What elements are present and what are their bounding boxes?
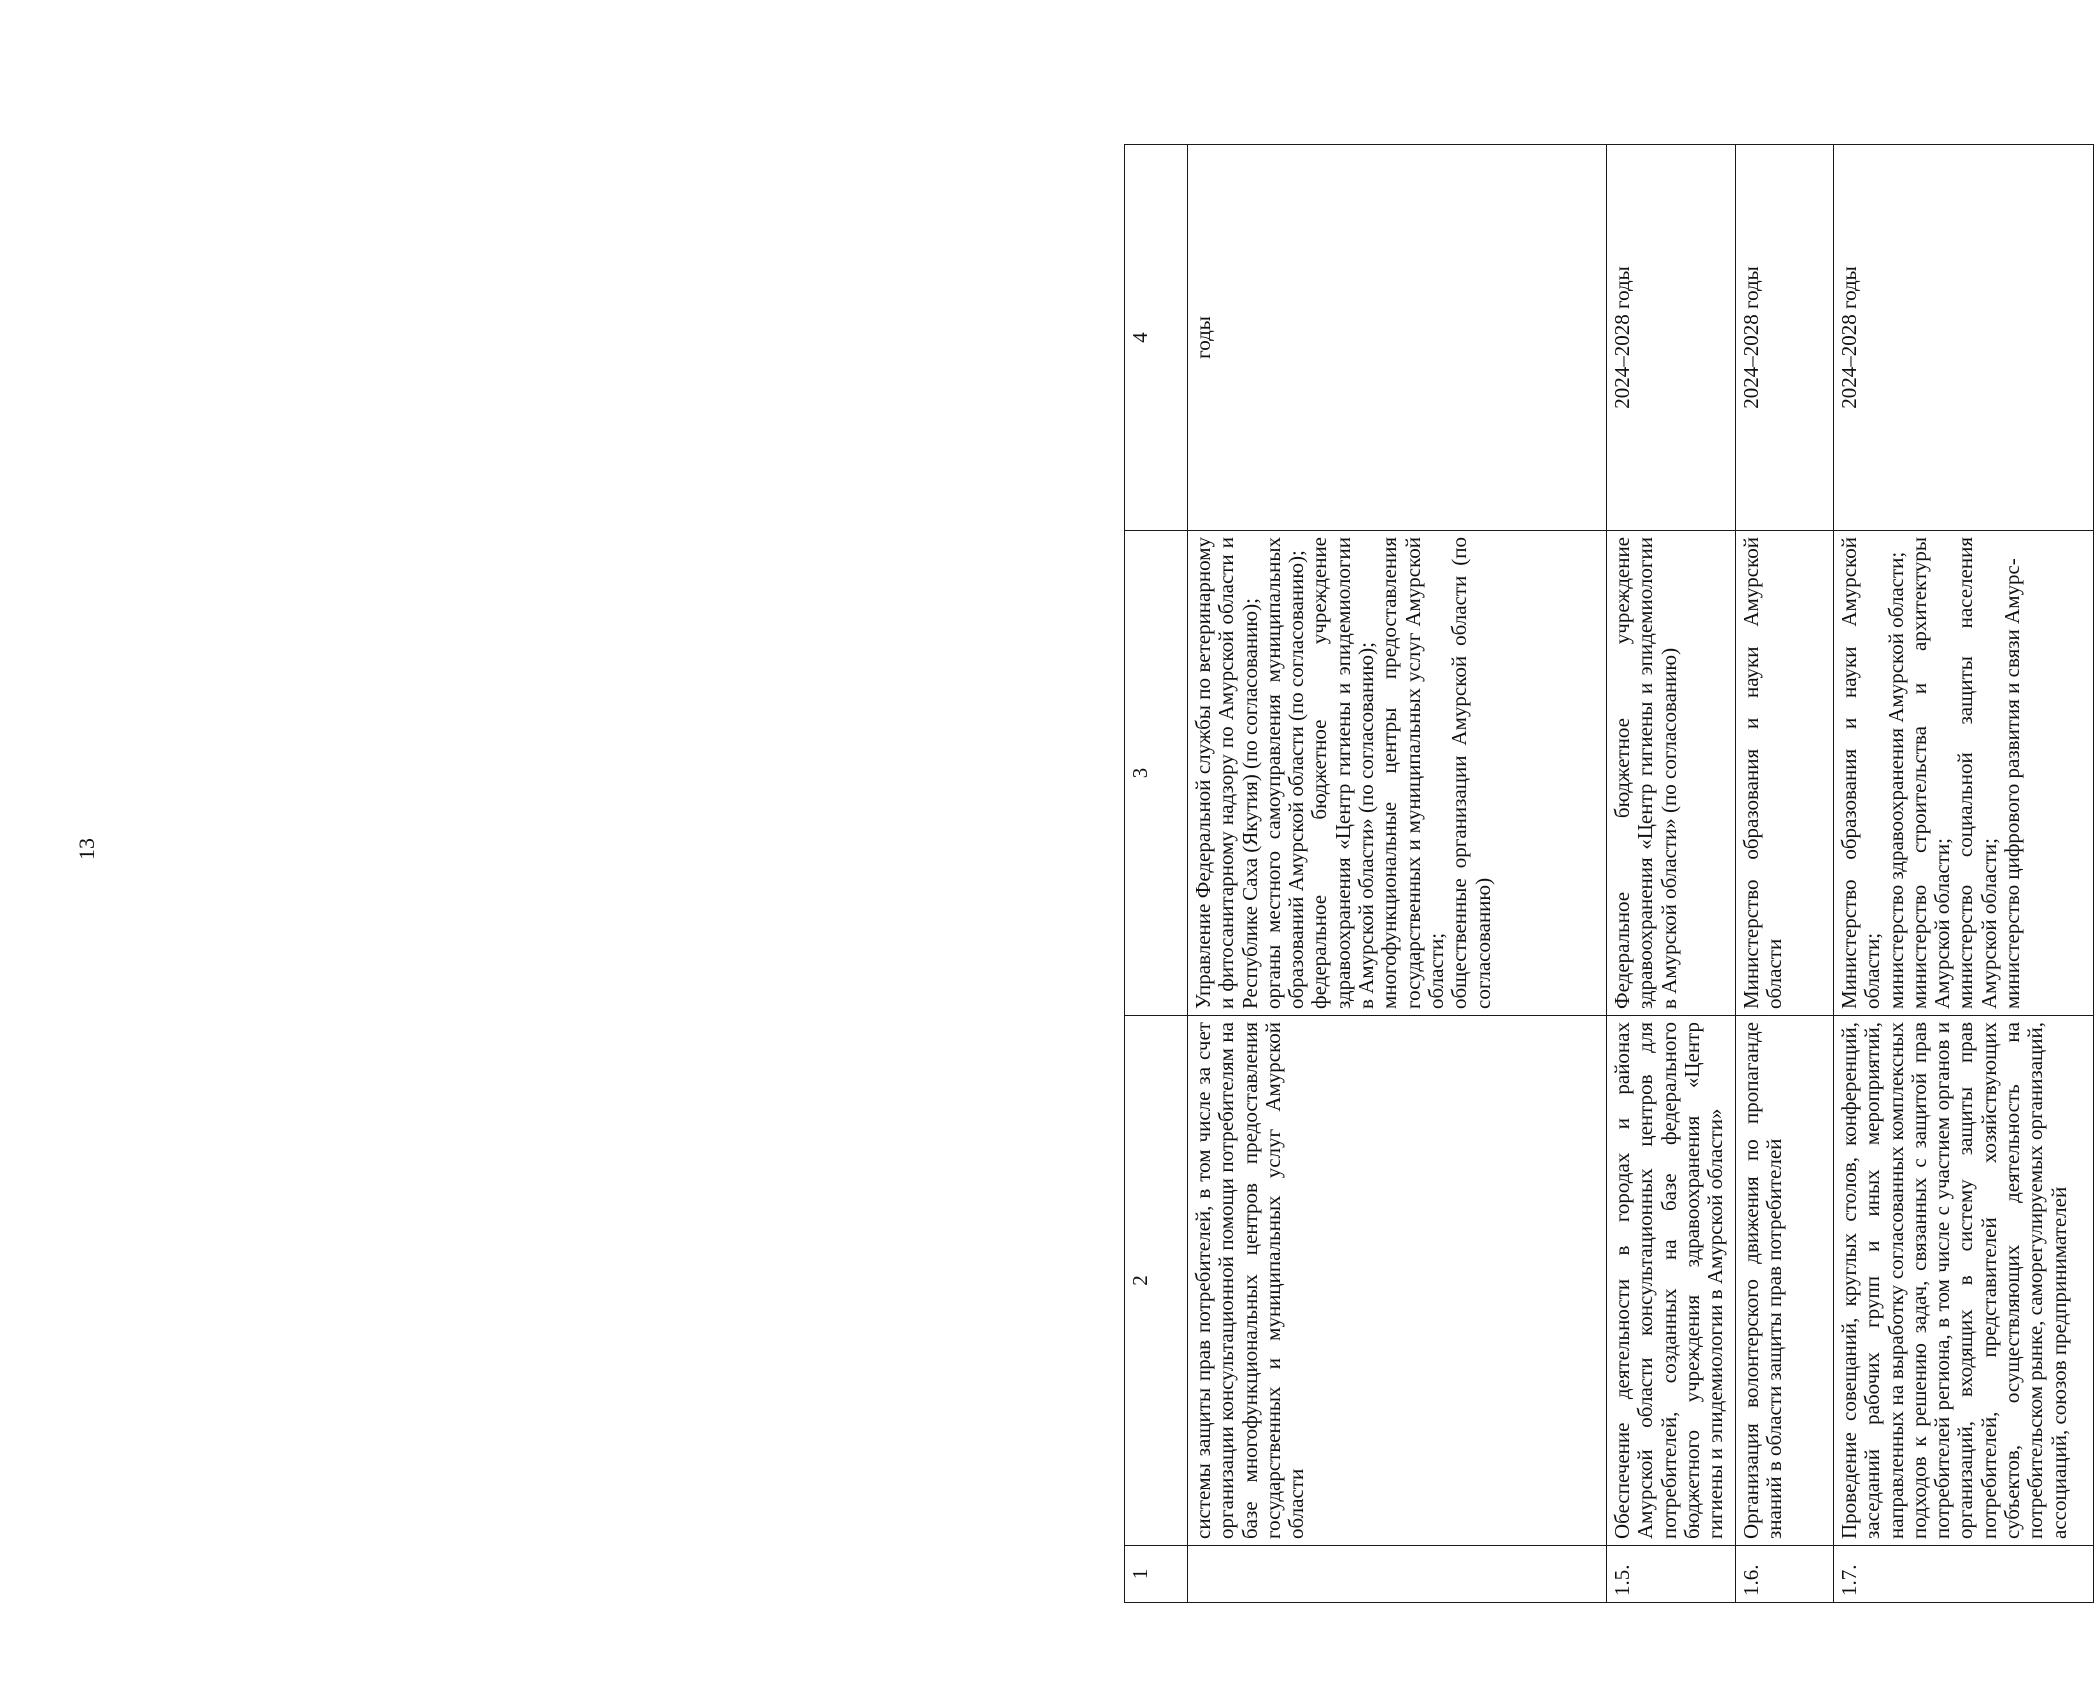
executor-line: министерство строительства и архитектуры Амурской области; xyxy=(1906,537,1955,1009)
period-cell: 2024–2028 годы xyxy=(1607,145,1736,531)
table-row xyxy=(1736,145,1834,1603)
header-cell-2: 2 xyxy=(1125,1016,1188,1546)
executor-line: общественные организации Амурской области (по согласованию) xyxy=(1447,537,1495,1009)
activity-cell: системы защиты прав потребителей, в том числе за счет организации консультационной помощи потребителям на базе многофункциональных центров предоставления государственных и муниципальных услуг Амурской области xyxy=(1188,1016,1607,1546)
executor-line: органы местного самоуправления муниципальных образований Амурской области (по согласованию); xyxy=(1260,537,1309,1009)
table-row xyxy=(1834,145,2094,1603)
activity-cell: Организация волонтерского движения по пропаганде знаний в области защиты прав потребителей xyxy=(1736,1016,1834,1546)
executor-line: министерство цифрового развития и связи Амурс- xyxy=(2000,558,2025,1009)
row-number: 1.7. xyxy=(1834,1546,2094,1603)
executor-line: Министерство образования и науки Амурской области xyxy=(1739,537,1787,1009)
period-cell: годы xyxy=(1188,145,1607,531)
period-cell: 2024–2028 годы xyxy=(1834,145,2094,531)
period-cell: 2024–2028 годы xyxy=(1736,145,1834,531)
executor-line: министерство социальной защиты населения Амурской области; xyxy=(1953,537,2001,1009)
header-cell-1: 1 xyxy=(1125,1546,1188,1603)
executor-line: федеральное бюджетное учреждение здравоохранения «Центр гигиены и эпидемиологии в Амурской области» (по согласованию); xyxy=(1307,537,1379,1009)
executor-line: Федеральное бюджетное учреждение здравоохранения «Центр гигиены и эпидемиологии в Амурской области» (по согласованию) xyxy=(1610,537,1681,1009)
executors-cell xyxy=(1736,531,1834,1016)
measures-table xyxy=(1124,144,2094,1603)
executors-cell xyxy=(1188,531,1607,1016)
row-number: 1.6. xyxy=(1736,1546,1834,1603)
table-row xyxy=(1188,145,1607,1603)
executor-line: министерство здравоохранения Амурской области; xyxy=(1883,551,1908,1009)
executor-line: Министерство образования и науки Амурской области; xyxy=(1837,537,1885,1009)
executors-cell xyxy=(1834,531,2094,1016)
row-number: 1.5. xyxy=(1607,1546,1736,1603)
executor-line: многофункциональные центры предоставления государственных и муниципальных услуг Амурской области; xyxy=(1377,537,1448,1009)
table-header-row xyxy=(1125,145,1188,1603)
row-number xyxy=(1188,1546,1607,1603)
table-row xyxy=(1607,145,1736,1603)
header-cell-3: 3 xyxy=(1125,531,1188,1016)
executor-line: Управление Федеральной службы по ветеринарному и фитосанитарному надзору по Амурской области и Республике Саха (Якутия) (по согласованию); xyxy=(1191,537,1262,1009)
header-cell-4: 4 xyxy=(1125,145,1188,531)
activity-cell: Обеспечение деятельности в городах и районах Амурской области консультационных центров для потребителей, созданных на базе федерального бюджетного учреждения здравоохранения «Центр гигиены и эпидемиологии в Амурской области» xyxy=(1607,1016,1736,1546)
executors-cell xyxy=(1607,531,1736,1016)
page-number: 13 xyxy=(74,838,99,860)
rotated-table-frame xyxy=(1124,145,2077,1603)
activity-cell: Проведение совещаний, круглых столов, конференций, заседаний рабочих групп и иных мероприятий, направленных на выработку согласованных комплексных подходов к решению задач, связанных с защитой прав потребителей региона, в том числе с участием органов и организаций, входящих в систему защиты прав потребителей, представителей хозяйствующих субъектов, осуществляющих деятельность на потребительском рынке, саморегулируемых организаций, ассоциаций, союзов предпринимателей xyxy=(1834,1016,2094,1546)
